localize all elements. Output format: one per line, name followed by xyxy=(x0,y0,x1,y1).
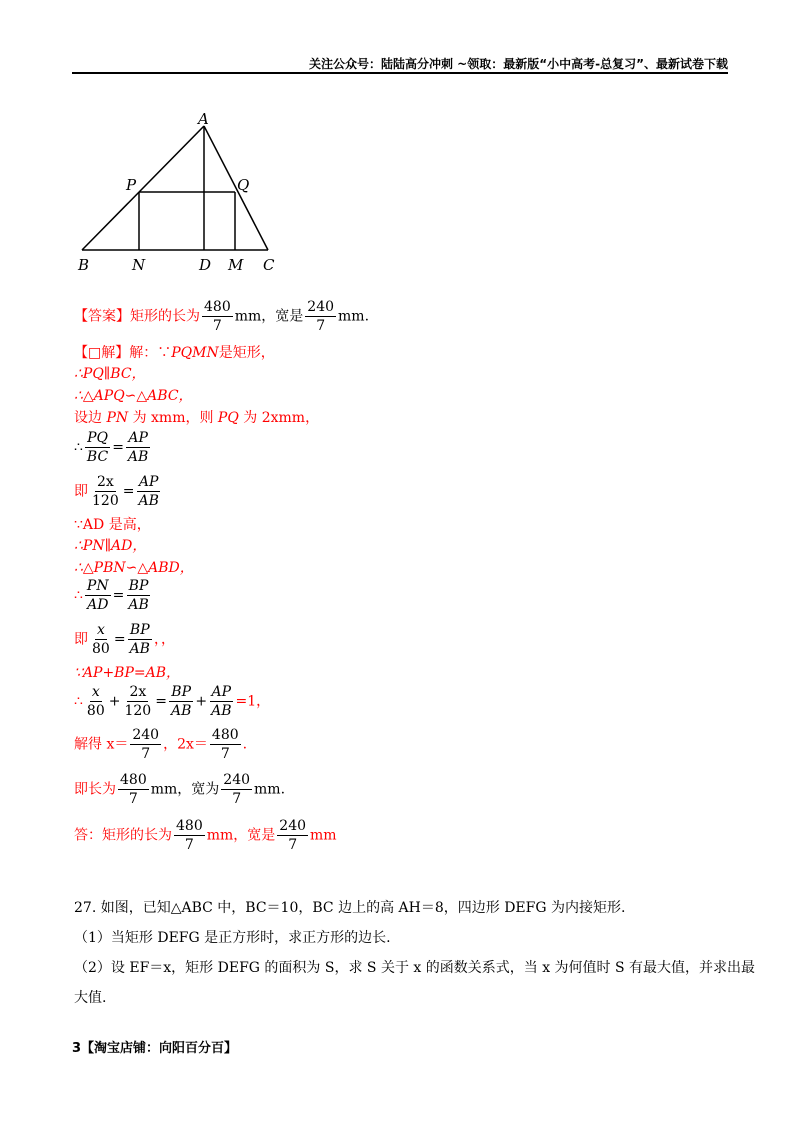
solution-line-5: ∴ $\frac{PQ}{BC}$ = $\frac{AP}{AB}$ xyxy=(74,430,149,466)
solution-line-2: ∴PQ∥BC， xyxy=(74,366,146,382)
label-D: D xyxy=(199,256,212,274)
question-27-line-1: 27. 如图，已知△ABC 中，BC＝10，BC 边上的高 AH＝8，四边形 DEFG 为内接矩形. xyxy=(74,900,626,916)
question-27-line-2: （1）当矩形 DEFG 是正方形时，求正方形的边长. xyxy=(74,930,391,946)
label-P: P xyxy=(126,176,137,194)
triangle-figure xyxy=(70,108,290,278)
question-27-line-4: 大值. xyxy=(74,990,107,1006)
solution-line-15: 即长为 $\frac{480}{7}$ mm，宽为 $\frac{240}{7}$ mm. xyxy=(74,772,286,808)
label-B: B xyxy=(78,256,90,274)
solution-line-16: 答：矩形的长为 $\frac{480}{7}$ mm，宽是 $\frac{240}{7}$ mm xyxy=(74,818,337,854)
solution-line-3: ∴△APQ∽△ABC， xyxy=(74,388,193,404)
page-footer: 3【淘宝店铺：向阳百分百】 xyxy=(72,1041,238,1056)
solution-line-7: ∵AD 是高， xyxy=(74,517,151,533)
solution-line-6: 即 $\frac{2x}{120}$ = $\frac{AP}{AB}$ xyxy=(74,474,159,510)
label-A: A xyxy=(198,110,209,128)
solution-line-12: ∵AP+BP=AB， xyxy=(74,665,181,681)
label-N: N xyxy=(132,256,146,274)
side-AB xyxy=(82,126,204,250)
header-rule xyxy=(72,72,728,74)
solution-line-11: 即 $\frac{x}{80}$ = $\frac{BP}{AB}$ ，， xyxy=(74,622,175,658)
solution-line-9: ∴△PBN∽△ABD， xyxy=(74,560,194,576)
label-Q: Q xyxy=(237,176,250,194)
page-header: 关注公众号：陆陆高分冲刺 ~领取：最新版“小中高考-总复习”、最新试卷下载 xyxy=(309,57,728,71)
label-M: M xyxy=(228,256,244,274)
question-27-line-3: （2）设 EF＝x，矩形 DEFG 的面积为 S，求 S 关于 x 的函数关系式，当 x 为何值时 S 有最大值，并求出最 xyxy=(74,960,756,976)
solution-line-8: ∴PN∥AD， xyxy=(74,538,147,554)
solution-line-13: ∴ $\frac{x}{80}$ + $\frac{2x}{120}$ = $\frac{BP}{AB}$ + $\frac{AP}{AB}$ =1， xyxy=(74,684,271,720)
solution-line-1: 【□解】解：∵PQMN是矩形， xyxy=(74,345,275,361)
solution-line-4: 设边 PN 为 xmm，则 PQ 为 2xmm， xyxy=(74,410,320,426)
answer-line: 【答案】矩形的长为 $\frac{480}{7}$ mm，宽是 $\frac{240}{7}$ mm. xyxy=(74,299,370,335)
side-AC xyxy=(204,126,268,250)
solution-line-10: ∴ $\frac{PN}{AD}$ = $\frac{BP}{AB}$ xyxy=(74,578,149,614)
label-C: C xyxy=(263,256,275,274)
solution-line-14: 解得 x＝ $\frac{240}{7}$ ，2x＝ $\frac{480}{7}$ . xyxy=(74,727,248,763)
